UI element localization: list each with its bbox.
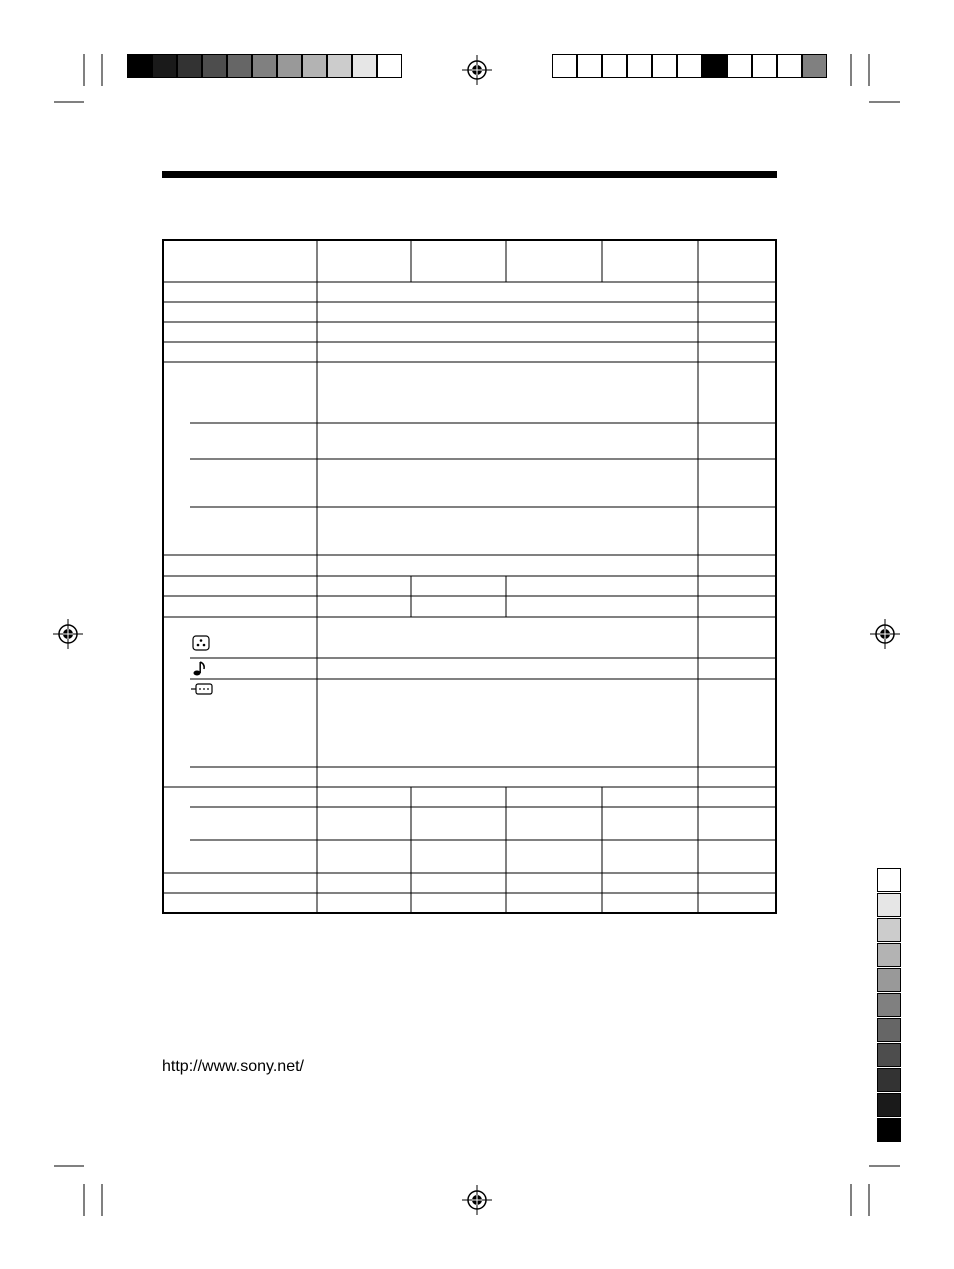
- music-note-icon: [194, 662, 205, 676]
- rgb-connector-icon: [191, 684, 212, 694]
- component-video-icon: [193, 636, 209, 650]
- sony-website-link[interactable]: http://www.sony.net/: [162, 1058, 304, 1075]
